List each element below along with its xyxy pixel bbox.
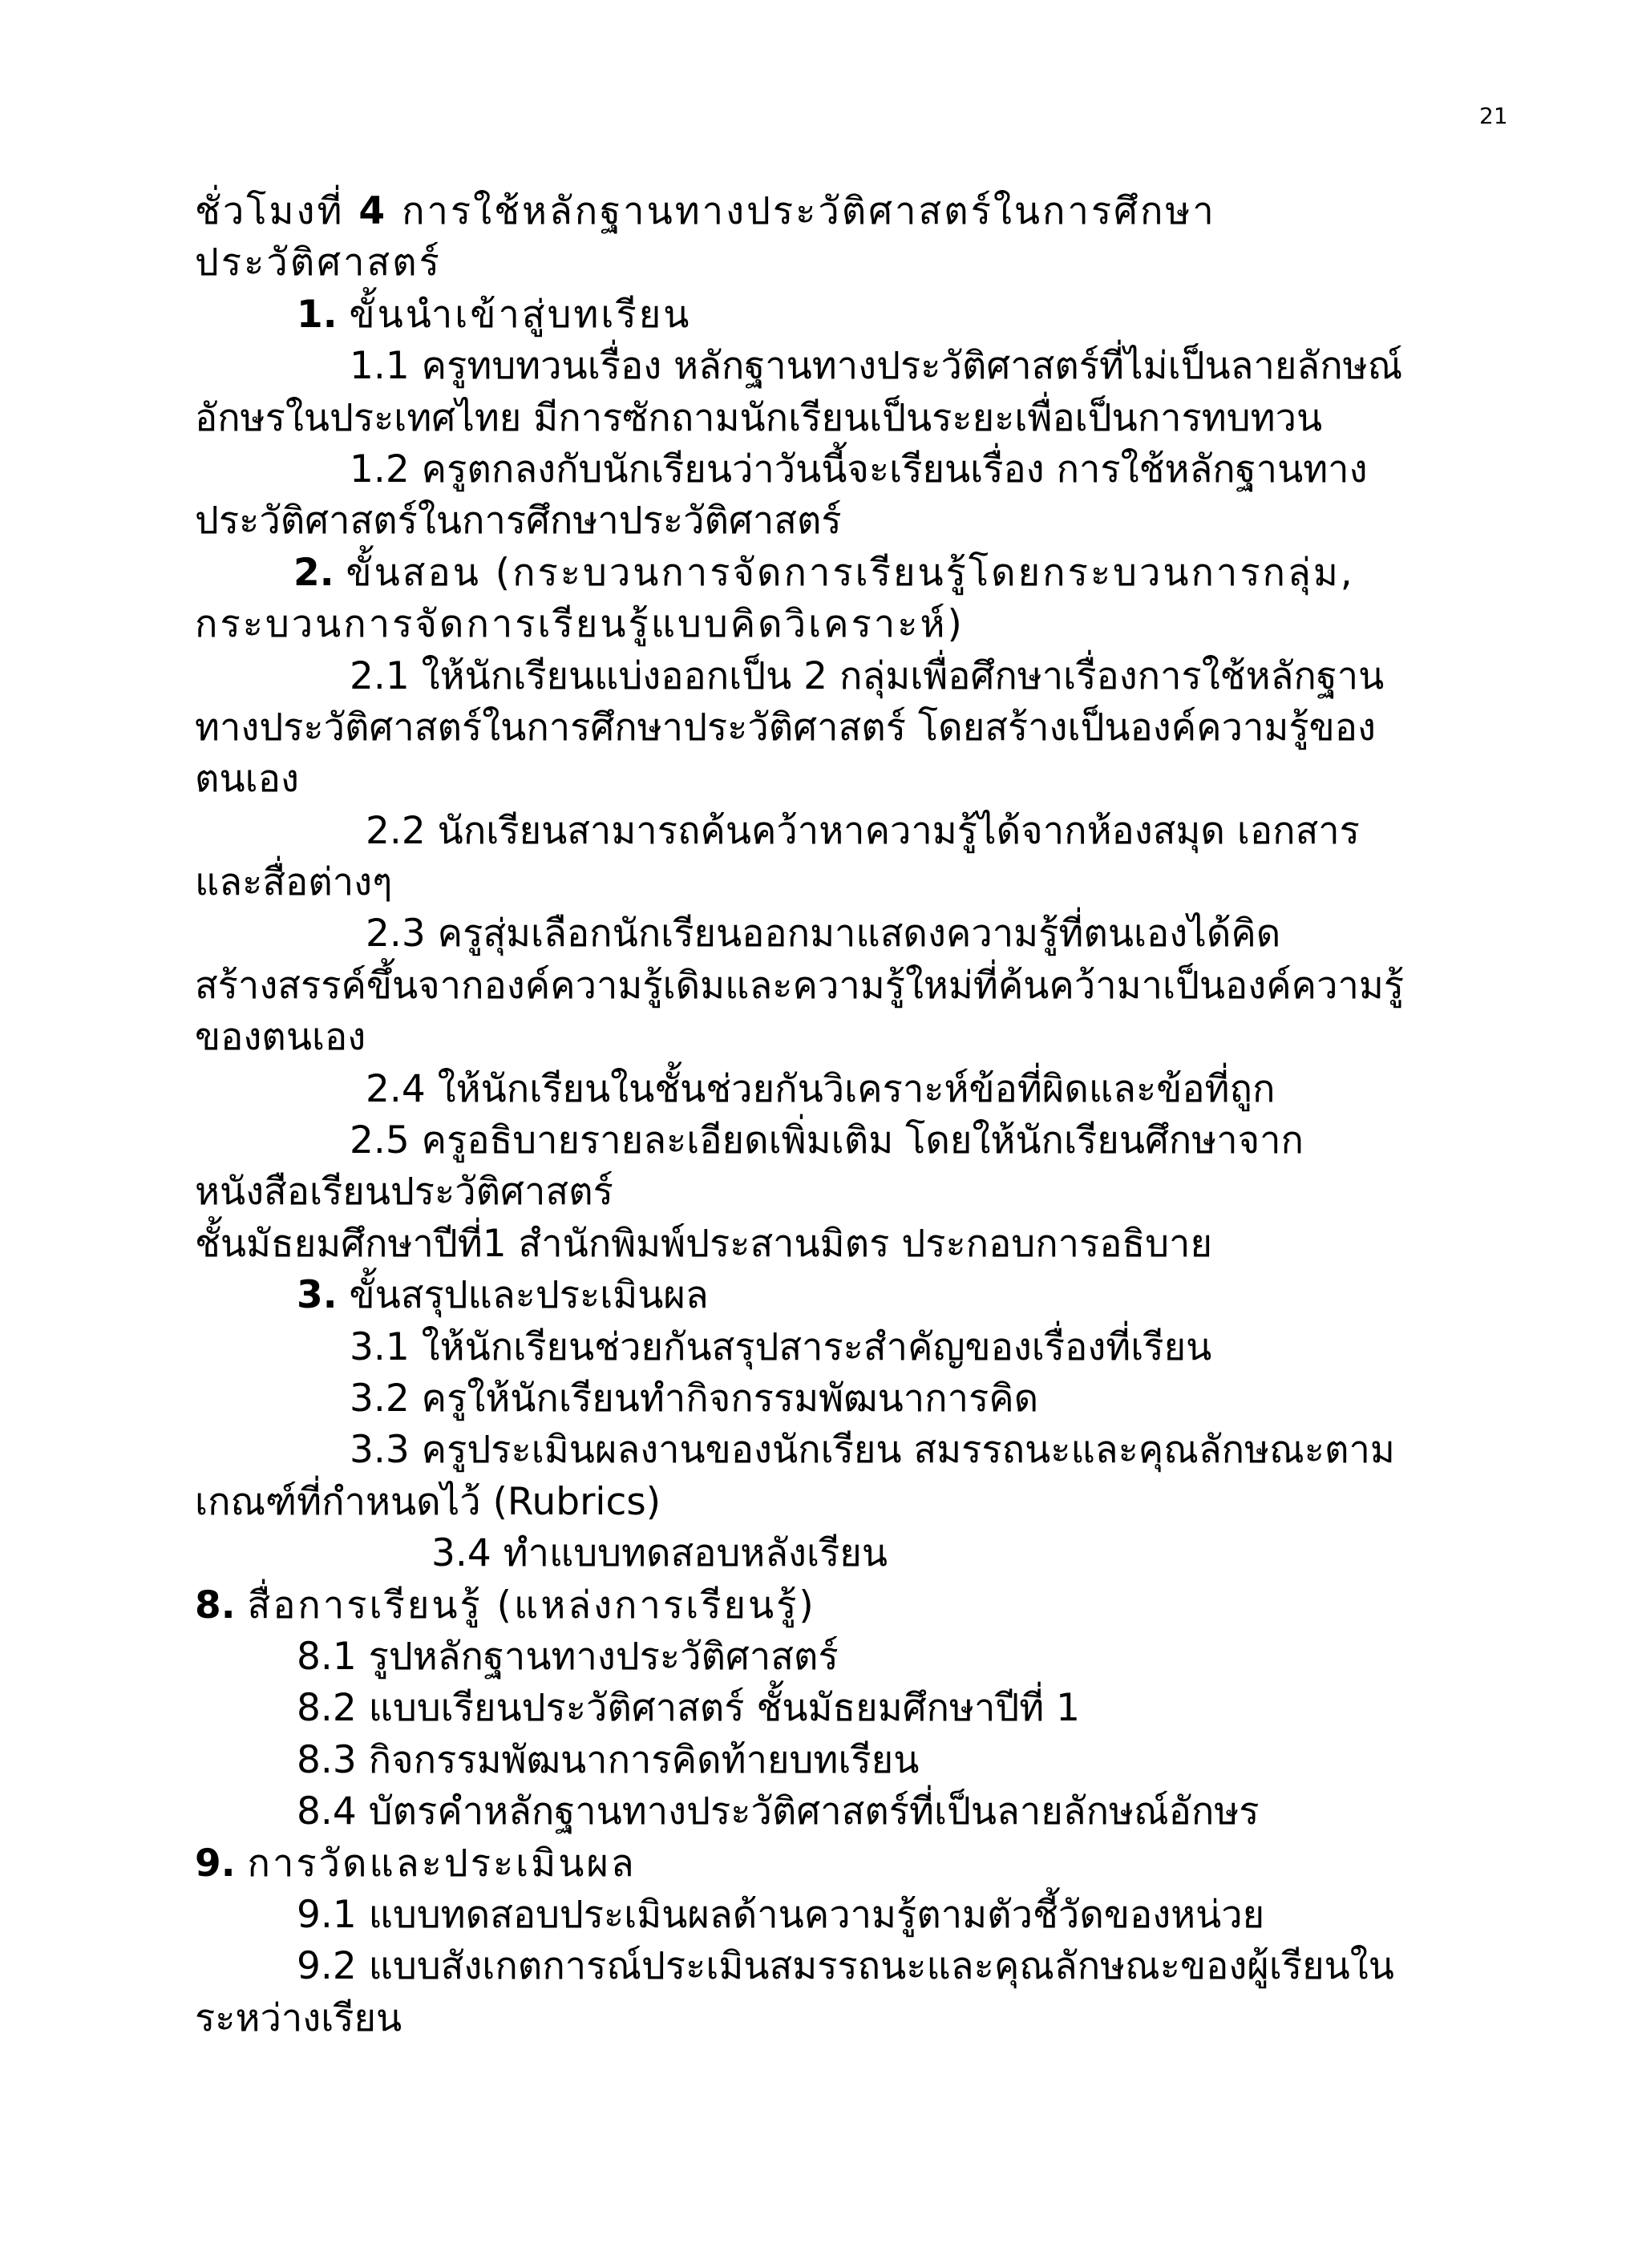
lesson-heading-cont: ประวัติศาสตร์: [195, 241, 442, 285]
section8-title: สื่อการเรียนรู้ (แหล่งการเรียนรู้): [247, 1583, 816, 1627]
section9-heading: [195, 1838, 1542, 1890]
step2-heading: [195, 548, 1542, 599]
item-1-1-cont: อักษรในประเทศไทย มีการซักถามนักเรียนเป็นระยะเพื่อเป็นการทบทวน: [195, 395, 1323, 440]
item-1-2-cont: ประวัติศาสตร์ในการศึกษาประวัติศาสตร์: [195, 499, 842, 544]
item-2-5: 2.5 ครูอธิบายรายละเอียดเพิ่มเติม โดยให้นักเรียนศึกษาจาก: [350, 1118, 1304, 1163]
item-2-5-cont2: ชั้นมัธยมศึกษาปีที่1 สำนักพิมพ์ประสานมิตร ประกอบการอธิบาย: [195, 1221, 1212, 1266]
step3-title: ขั้นสรุปและประเมินผล: [349, 1273, 709, 1318]
item-9-2-cont: ระหว่างเรียน: [195, 1995, 402, 2040]
item-8-2: 8.2 แบบเรียนประวัติศาสตร์ ชั้นมัธยมศึกษาปีที่ 1: [297, 1686, 1081, 1731]
step3-heading: [195, 1270, 1542, 1321]
item-3-3: 3.3 ครูประเมินผลงานของนักเรียน สมรรถนะและคุณลักษณะตาม: [350, 1428, 1395, 1473]
step3-number: 3.: [297, 1273, 338, 1318]
item-2-4: 2.4 ให้นักเรียนในชั้นช่วยกันวิเคราะห์ข้อที่ผิดและข้อที่ถูก: [366, 1066, 1276, 1111]
document-body: [195, 186, 1542, 2044]
item-2-5-cont: หนังสือเรียนประวัติศาสตร์: [195, 1170, 613, 1215]
item-2-3-cont2: ของตนเอง: [195, 1015, 366, 1060]
item-9-2: 9.2 แบบสังเกตการณ์ประเมินสมรรถนะและคุณลักษณะของผู้เรียนใน: [297, 1944, 1394, 1989]
section8-number: 8.: [195, 1583, 236, 1627]
item-3-2: 3.2 ครูให้นักเรียนทำกิจกรรมพัฒนาการคิด: [350, 1376, 1039, 1421]
heading-label: ชั่วโมงที่: [195, 189, 345, 233]
heading-number: 4: [358, 189, 388, 233]
item-2-1-cont: ทางประวัติศาสตร์ในการศึกษาประวัติศาสตร์ โดยสร้างเป็นองค์ความรู้ของ: [195, 705, 1376, 750]
item-2-2-cont: และสื่อต่างๆ: [195, 860, 393, 905]
step1-number: 1.: [297, 292, 338, 337]
step2-heading-cont: กระบวนการจัดการเรียนรู้แบบคิดวิเคราะห์): [195, 602, 965, 647]
step1-heading: [195, 289, 1542, 341]
item-9-1: 9.1 แบบทดสอบประเมินผลด้านความรู้ตามตัวชี้วัดของหน่วย: [297, 1892, 1265, 1937]
page-number: 21: [1479, 103, 1508, 129]
section9-title: การวัดและประเมินผล: [247, 1841, 637, 1886]
item-2-1-cont2: ตนเอง: [195, 757, 299, 802]
item-8-3: 8.3 กิจกรรมพัฒนาการคิดท้ายบทเรียน: [297, 1737, 920, 1782]
heading-title: การใช้หลักฐานทางประวัติศาสตร์ในการศึกษา: [402, 189, 1216, 233]
step2-number: 2.: [293, 550, 334, 595]
item-3-4: 3.4 ทำแบบทดสอบหลังเรียน: [431, 1531, 888, 1576]
item-1-2: 1.2 ครูตกลงกับนักเรียนว่าวันนี้จะเรียนเรื่อง การใช้หลักฐานทาง: [350, 447, 1368, 491]
section9-number: 9.: [195, 1841, 236, 1886]
lesson-heading: [195, 186, 1542, 237]
section8-heading: [195, 1580, 1542, 1631]
item-1-1: 1.1 ครูทบทวนเรื่อง หลักฐานทางประวัติศาสตร์ที่ไม่เป็นลายลักษณ์: [350, 344, 1403, 389]
item-2-3: 2.3 ครูสุ่มเลือกนักเรียนออกมาแสดงความรู้ที่ตนเองได้คิด: [366, 912, 1281, 956]
item-3-3-cont: เกณฑ์ที่กำหนดไว้ (Rubrics): [195, 1479, 661, 1524]
item-3-1: 3.1 ให้นักเรียนช่วยกันสรุปสาระสำคัญของเรื่องที่เรียน: [350, 1324, 1212, 1369]
step2-title: ขั้นสอน (กระบวนการจัดการเรียนรู้โดยกระบวนการกลุ่ม,: [346, 550, 1355, 595]
item-8-1: 8.1 รูปหลักฐานทางประวัติศาสตร์: [297, 1634, 839, 1679]
item-2-2: 2.2 นักเรียนสามารถค้นคว้าหาความรู้ได้จากห้องสมุด เอกสาร: [366, 808, 1360, 853]
item-2-1: 2.1 ให้นักเรียนแบ่งออกเป็น 2 กลุ่มเพื่อศึกษาเรื่องการใช้หลักฐาน: [350, 653, 1385, 698]
item-8-4: 8.4 บัตรคำหลักฐานทางประวัติศาสตร์ที่เป็นลายลักษณ์อักษร: [297, 1789, 1260, 1834]
step1-title: ขั้นนำเข้าสู่บทเรียน: [349, 292, 692, 337]
item-2-3-cont: สร้างสรรค์ขึ้นจากองค์ความรู้เดิมและความรู้ใหม่ที่ค้นคว้ามาเป็นองค์ความรู้: [195, 963, 1405, 1008]
